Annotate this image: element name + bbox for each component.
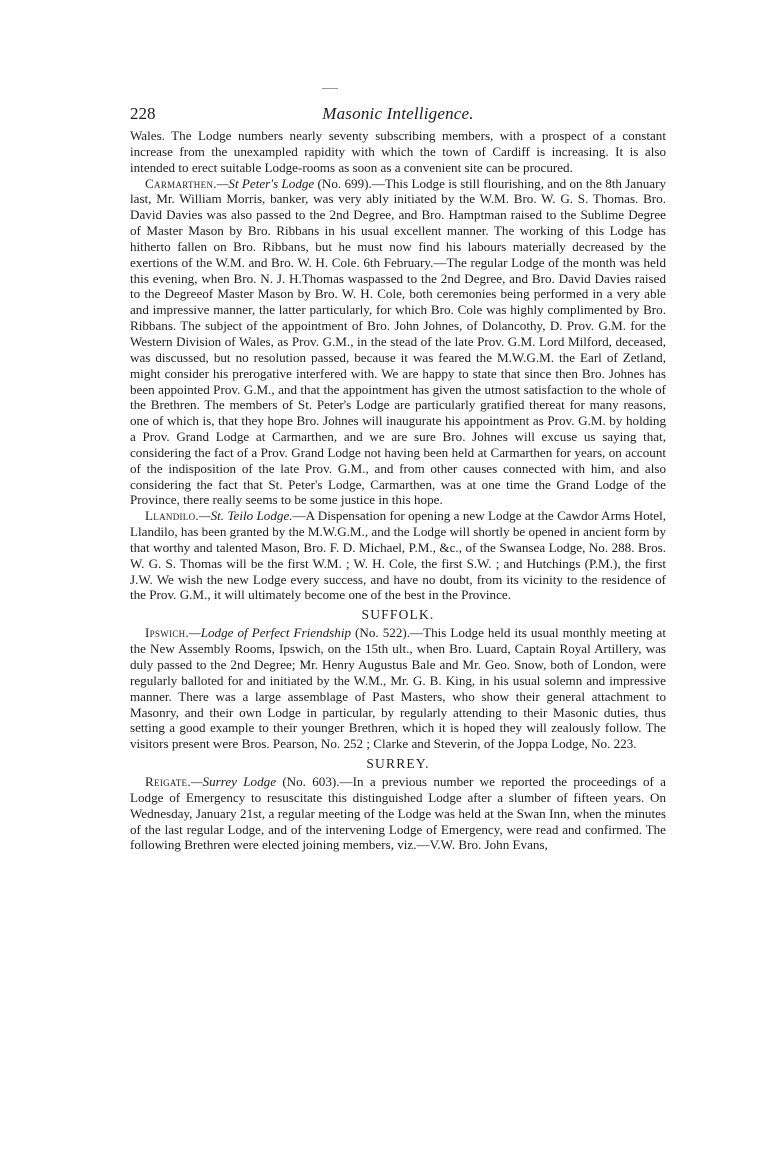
paragraph-cardiff: Wales. The Lodge numbers nearly seventy subscribing members, with a prospect of a constant increase from the unexampled rapidity with which the town of Cardiff is increasing. It is also intended to erect suitable Lodge-rooms as soon as a convenient site can be procured.: [130, 128, 666, 175]
lodge-name: —Lodge of Perfect Friendship: [189, 625, 352, 641]
page-body: [130, 100, 666, 853]
paragraph-text: (No. 699).—This Lodge is still flourishing, and on the 8th January last, Mr. William Morris, banker, was very ably initiated by the W.M. Bro. W. G. S. Thomas. Bro. David Davies was also passed to the 2nd Degree, and Bro. Hamptman raised to the Sublime Degree of Master Mason by Bro. Ribbans in his usual excellent manner. The working of this Lodge has hitherto fallen on Bro. Ribbans, but he must now find his labours materially decreased by the exertions of the W.M. and Bro. W. H. Cole. 6th February.—The regular Lodge of the month was held this evening, when Bro. N. J. H.Thomas waspassed to the 2nd Degree, and Bro. David Davies raised to the Degreeof Master Mason by Bro. W. H. Cole, both ceremonies being performed in a very able and impressive manner, the latter particularly, for which Bro. Cole was highly complimented by Bro. Ribbans. The subject of the appointment of Bro. John Johnes, of Dolancothy, D. Prov. G.M. for the Western Division of Wales, as Prov. G.M., in the stead of the late Prov. G.M. Lord Milford, deceased, was discussed, but no resolution passed, because it was feared the M.W.G.M. the Earl of Zetland, might consider his prerogative interfered with. We are happy to state that since then Bro. Johnes has been appointed Prov. G.M., and that the appointment has given the utmost satisfaction to the whole of the Brethren. The members of St. Peter's Lodge are particularly gratified thereat for many reasons, one of which is, that they hope Bro. Johnes will inaugurate his appointment as Prov. G.M. by holding a Prov. Grand Lodge at Carmarthen, and we are sure Bro. Johnes will excuse us saying that, considering the fact of a Prov. Grand Lodge not having been held at Carmarthen for years, on account of the indisposition of the late Prov. G.M., and from other causes connected with him, and also considering the fact that St. Peter's Lodge, Carmarthen, was at one time the Grand Lodge of the Province, there really seems to be some justice in this hope.: [130, 175, 667, 508]
lodge-name: —St Peter's Lodge: [216, 175, 315, 191]
paragraph-text: —A Dispensation for opening a new Lodge at the Cawdor Arms Hotel, Llandilo, has been granted by the M.W.G.M., and the Lodge will shortly be opened in ancient form by that worthy and talented Mason, Bro. F. D. Michael, P.M., &c., of the Swansea Lodge, No. 288. Bros. W. G. S. Thomas will be the first W.M. ; W. H. Cole, the first S.W. ; and Hutchings (P.M.), the first J.W. We wish the new Lodge every success, and have no doubt, from its vicinity to the residence of the Prov. G.M., it will ultimately become one of the best in the Province.: [130, 508, 667, 603]
running-head: [130, 100, 666, 128]
place-name: Carmarthen.: [145, 175, 217, 191]
lodge-name: —St. Teilo Lodge.: [198, 508, 293, 524]
paragraph-text: (No. 603).—In a previous number we reported the proceedings of a Lodge of Emergency to resuscitate this distinguished Lodge after a slumber of fifteen years. On Wednesday, January 21st, a regular meeting of the Lodge was held at the Swan Inn, when the minutes of the last regular Lodge, and of the intervening Lodge of Emergency, were read and confirmed. The following Brethren were elected joining members, viz.—V.W. Bro. John Evans,: [130, 774, 666, 853]
section-heading-surrey: SURREY.: [366, 756, 430, 772]
paragraph-text: (No. 522).—This Lodge held its usual monthly meeting at the New Assembly Rooms, Ipswich, on the 15th ult., when Bro. Luard, Captain Royal Artillery, was duly passed to the 2nd Degree; Mr. Henry Augustus Bale and Mr. Geo. Snow, both of London, were regularly balloted for and initiated by the W.M., Mr. G. B. King, in his usual solemn and impressive manner. There was a large assemblage of Past Masters, who show their general attachment to Masonry, and their own Lodge in particular, by regularly attending to their Masonic duties, thus setting a good example to their younger Brethren, which it is hoped they will zealously follow. The visitors present were Bros. Pearson, No. 252 ; Clarke and Steverin, of the Joppa Lodge, No. 223.: [130, 625, 666, 752]
lodge-name: —Surrey Lodge: [190, 774, 277, 790]
section-heading-suffolk: SUFFOLK.: [361, 607, 435, 623]
running-title: Masonic Intelligence.: [322, 104, 474, 123]
paragraph-carmarthen: [130, 176, 666, 509]
paragraph-ipswich: [130, 625, 666, 752]
place-name: Reigate.: [145, 774, 191, 790]
ornament-rule: [322, 88, 338, 89]
paragraph-llandilo: [130, 508, 666, 603]
page-number: 228: [130, 104, 156, 123]
paragraph-reigate: [130, 774, 666, 853]
place-name: Ipswich.: [145, 625, 190, 641]
place-name: Llandilo.: [145, 508, 199, 524]
